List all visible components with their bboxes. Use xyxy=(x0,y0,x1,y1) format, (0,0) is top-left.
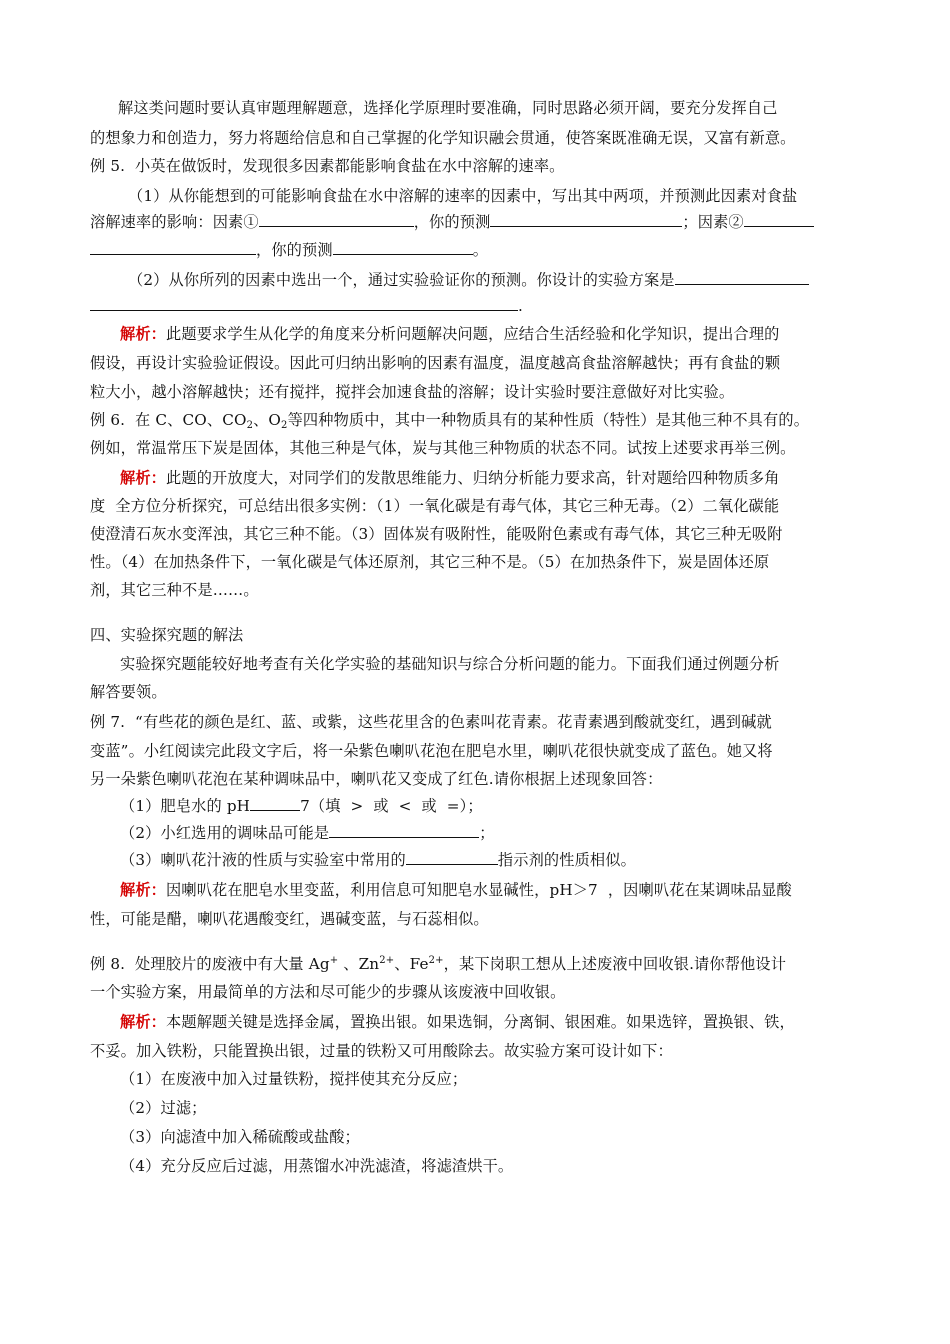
ex7-line-1: 例 7. “有些花的颜色是红、蓝、或紫，这些花里含的色素叫花青素。花青素遇到酸就变红，遇到碱就 xyxy=(90,713,772,731)
ex5-answer-line-1 xyxy=(120,324,780,344)
ex7-q2 xyxy=(120,823,495,843)
ex6-answer-text-1: 此题的开放度大，对同学们的发散思维能力、归纳分析能力要求高，针对题给四种物质多角 xyxy=(166,469,780,487)
ex5-answer-line-2: 假设，再设计实验验证假设。因此可归纳出影响的因素有温度，温度越高食盐溶解越快；再有食盐的颗 xyxy=(90,354,781,372)
ex5-answer-line-3: 粒大小，越小溶解越快；还有搅拌，搅拌会加速食盐的溶解；设计实验时要注意做好对比实验。 xyxy=(90,383,735,401)
ex8-step-1: （1）在废液中加入过量铁粉，搅拌使其充分反应； xyxy=(120,1070,468,1088)
ex6-title-a: 例 6. 在 C、CO、CO xyxy=(90,411,247,429)
ex5-q2-text: （2）从你所列的因素中选出一个，通过实验验证你的预测。你设计的实验方案是 xyxy=(128,271,675,289)
ex5-q1-line-3 xyxy=(90,240,488,260)
ex5-q1-text-e: 。 xyxy=(472,241,489,259)
answer-blank-plan-cont[interactable] xyxy=(90,296,518,311)
ex7-q3 xyxy=(120,850,636,870)
ex5-q2-line-1 xyxy=(128,270,809,290)
ex6-answer-line-4: 性。（4）在加热条件下，一氧化碳是气体还原剂，其它三种不是。（5）在加热条件下，炭是固体还原 xyxy=(90,553,770,571)
ex8-step-2: （2）过滤； xyxy=(120,1099,207,1117)
intro-line-2: 的想象力和创造力，努力将题给信息和自己掌握的化学知识融会贯通，使答案既准确无误，又富有新意。 xyxy=(90,129,796,147)
ex7-q1-text-a: （1）肥皂水的 pH xyxy=(120,797,251,815)
answer-label: 解析： xyxy=(120,469,167,487)
ex8-step-3: （3）向滤渣中加入稀硫酸或盐酸； xyxy=(120,1128,360,1146)
ex6-line-2: 例如，常温常压下炭是固体，其他三种是气体，炭与其他三种物质的状态不同。试按上述要求再举三例。 xyxy=(90,439,796,457)
ex5-q1-text-b: ，你的预测 xyxy=(413,213,491,231)
ex5-q1-line-1: （1）从你能想到的可能影响食盐在水中溶解的速率的因素中，写出其中两项，并预测此因素对食盐 xyxy=(128,187,798,205)
ex6-sub-co2: 2 xyxy=(246,420,254,431)
answer-label: 解析： xyxy=(120,325,167,343)
ex5-q1-text-a: 溶解速率的影响：因素① xyxy=(90,213,259,231)
ex8-answer-text-1: 本题解题关键是选择金属，置换出银。如果选铜，分离铜、银困难。如果选锌，置换银、铁， xyxy=(166,1013,795,1031)
ex8-text-c: 、Fe xyxy=(394,955,429,973)
ex8-text-d: ，某下岗职工想从上述废液中回收银.请你帮他设计 xyxy=(443,955,787,973)
answer-blank-plan[interactable] xyxy=(675,270,809,285)
ex5-q1-line-2 xyxy=(90,212,814,232)
answer-label: 解析： xyxy=(120,1013,167,1031)
ex5-q2-end: . xyxy=(518,297,523,315)
ex7-q3-text-b: 指示剂的性质相似。 xyxy=(497,851,636,869)
answer-label: 解析： xyxy=(120,881,167,899)
answer-blank-factor-2-cont[interactable] xyxy=(90,240,256,255)
sec4-line-1: 实验探究题能较好地考查有关化学实验的基础知识与综合分析问题的能力。下面我们通过例题分析 xyxy=(120,655,780,673)
ex8-sup-fe: 2+ xyxy=(428,955,444,966)
ex8-text-a: 例 8. 处理胶片的废液中有大量 Ag xyxy=(90,955,330,973)
ex8-step-4: （4）充分反应后过滤，用蒸馏水冲洗滤渣，将滤渣烘干。 xyxy=(120,1157,514,1175)
ex8-line-2: 一个实验方案，用最简单的方法和尽可能少的步骤从该废液中回收银。 xyxy=(90,983,566,1001)
ex5-q1-text-c: ；因素② xyxy=(682,213,744,231)
ex6-title xyxy=(90,410,809,430)
ex7-q1-text-b: 7（填 > 或 < 或 =）； xyxy=(300,797,483,815)
ex6-answer-line-2: 度 全方位分析探究，可总结出很多实例：（1）一氧化碳是有毒气体，其它三种无毒。（2）二氧化碳能 xyxy=(90,497,780,515)
ex7-answer-text-1: 因喇叭花在肥皂水里变蓝，利用信息可知肥皂水显碱性，pH＞7 ，因喇叭花在某调味品显酸 xyxy=(166,881,792,899)
sec4-line-2: 解答要领。 xyxy=(90,683,167,701)
ex6-answer-line-1 xyxy=(120,468,780,488)
ex7-q2-text-b: ； xyxy=(479,824,495,842)
ex5-answer-text-1: 此题要求学生从化学的角度来分析问题解决问题，应结合生活经验和化学知识，提出合理的 xyxy=(166,325,780,343)
answer-blank-factor-2[interactable] xyxy=(744,212,814,227)
answer-blank-seasoning[interactable] xyxy=(329,823,479,838)
ex5-q1-text-d: ，你的预测 xyxy=(256,241,333,259)
answer-blank-indicator[interactable] xyxy=(406,850,498,865)
ex6-title-b: 、O xyxy=(253,411,282,429)
ex6-sub-o2: 2 xyxy=(281,420,288,431)
ex6-answer-line-3: 使澄清石灰水变浑浊，其它三种不能。（3）固体炭有吸附性，能吸附色素或有毒气体，其它三种无吸附 xyxy=(90,525,783,543)
ex6-title-c: 等四种物质中，其中一种物质具有的某种性质（特性）是其他三种不具有的。 xyxy=(287,411,810,429)
ex7-line-3: 另一朵紫色喇叭花泡在某种调味品中，喇叭花又变成了红色.请你根据上述现象回答： xyxy=(90,770,663,788)
ex8-text-b: 、Zn xyxy=(338,955,380,973)
ex7-q3-text-a: （3）喇叭花汁液的性质与实验室中常用的 xyxy=(120,851,406,869)
ex8-answer-line-2: 不妥。加入铁粉，只能置换出银，过量的铁粉又可用酸除去。故实验方案可设计如下： xyxy=(90,1042,673,1060)
ex5-q2-line-2 xyxy=(90,296,523,316)
ex6-answer-line-5: 剂，其它三种不是……。 xyxy=(90,581,259,599)
intro-line-1: 解这类问题时要认真审题理解题意，选择化学原理时要准确，同时思路必须开阔，要充分发挥自己 xyxy=(118,99,778,117)
ex8-answer-line-1 xyxy=(120,1012,795,1032)
answer-blank-prediction-2[interactable] xyxy=(333,240,473,255)
ex7-line-2: 变蓝”。小红阅读完此段文字后，将一朵紫色喇叭花泡在肥皂水里，喇叭花很快就变成了蓝色。她又将 xyxy=(90,742,773,760)
section-heading: 四、实验探究题的解法 xyxy=(90,626,244,644)
ex5-title: 例 5. 小英在做饭时，发现很多因素都能影响食盐在水中溶解的速率。 xyxy=(90,157,565,175)
ex7-q2-text-a: （2）小红选用的调味品可能是 xyxy=(120,824,330,842)
ex7-answer-line-1 xyxy=(120,880,792,900)
answer-blank-ph[interactable] xyxy=(250,796,300,811)
ex8-line-1 xyxy=(90,954,786,974)
ex8-sup-zn: 2+ xyxy=(379,955,395,966)
answer-blank-prediction-1[interactable] xyxy=(490,212,682,227)
ex8-sup-ag: + xyxy=(329,955,339,966)
ex7-q1 xyxy=(120,796,483,816)
ex7-answer-line-2: 性，可能是醋，喇叭花遇酸变红，遇碱变蓝，与石蕊相似。 xyxy=(90,910,489,928)
answer-blank-factor-1[interactable] xyxy=(259,212,414,227)
